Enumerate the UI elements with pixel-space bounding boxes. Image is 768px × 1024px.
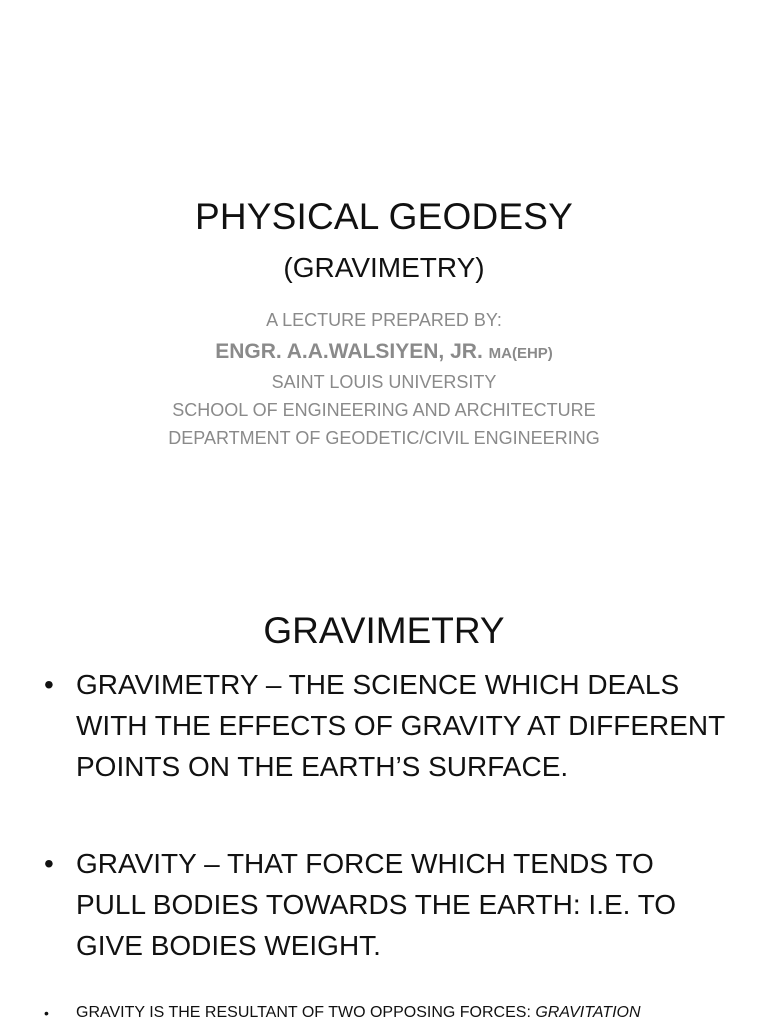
content-slide — [0, 580, 768, 1024]
bullet-text — [76, 1002, 744, 1024]
bullet-line: GIVE BODIES WEIGHT. — [76, 930, 381, 961]
bullet-text-plain: GRAVITY IS THE RESULTANT OF TWO OPPOSING FORCES: — [76, 1004, 536, 1021]
slide-title: PHYSICAL GEODESY — [194, 196, 574, 237]
bullet-line: WITH THE EFFECTS OF GRAVITY AT DIFFERENT — [76, 710, 726, 741]
bullet-item — [44, 664, 734, 787]
bullet-item-small — [44, 1002, 744, 1024]
bullet-line: GRAVIMETRY – THE SCIENCE WHICH DEALS — [76, 669, 680, 700]
bullet-text-emphasis: GRAVITATION — [535, 1004, 641, 1021]
bullet-item — [44, 843, 734, 966]
bullet-marker: • — [44, 669, 54, 700]
bullet-line: POINTS ON THE EARTH’S SURFACE. — [76, 751, 569, 782]
author-name-text: ENGR. A.A.WALSIYEN, JR. — [215, 340, 483, 363]
bullet-text — [76, 664, 734, 787]
bullet-marker: • — [44, 848, 54, 879]
bullet-line: PULL BODIES TOWARDS THE EARTH: I.E. TO — [76, 889, 677, 920]
department-name: DEPARTMENT OF GEODETIC/CIVIL ENGINEERING — [168, 428, 600, 448]
bullet-text — [76, 843, 734, 966]
author-degree: MA(EHP) — [488, 345, 553, 362]
bullet-line: GRAVITY – THAT FORCE WHICH TENDS TO — [76, 848, 654, 879]
prepared-by-label: A LECTURE PREPARED BY: — [266, 310, 502, 330]
school-name: SCHOOL OF ENGINEERING AND ARCHITECTURE — [172, 400, 596, 420]
author-name — [0, 340, 768, 364]
slide-title: GRAVIMETRY — [263, 610, 505, 651]
bullet-marker: • — [44, 1005, 49, 1021]
university-name: SAINT LOUIS UNIVERSITY — [271, 372, 497, 392]
slide-subtitle: (GRAVIMETRY) — [283, 252, 485, 283]
